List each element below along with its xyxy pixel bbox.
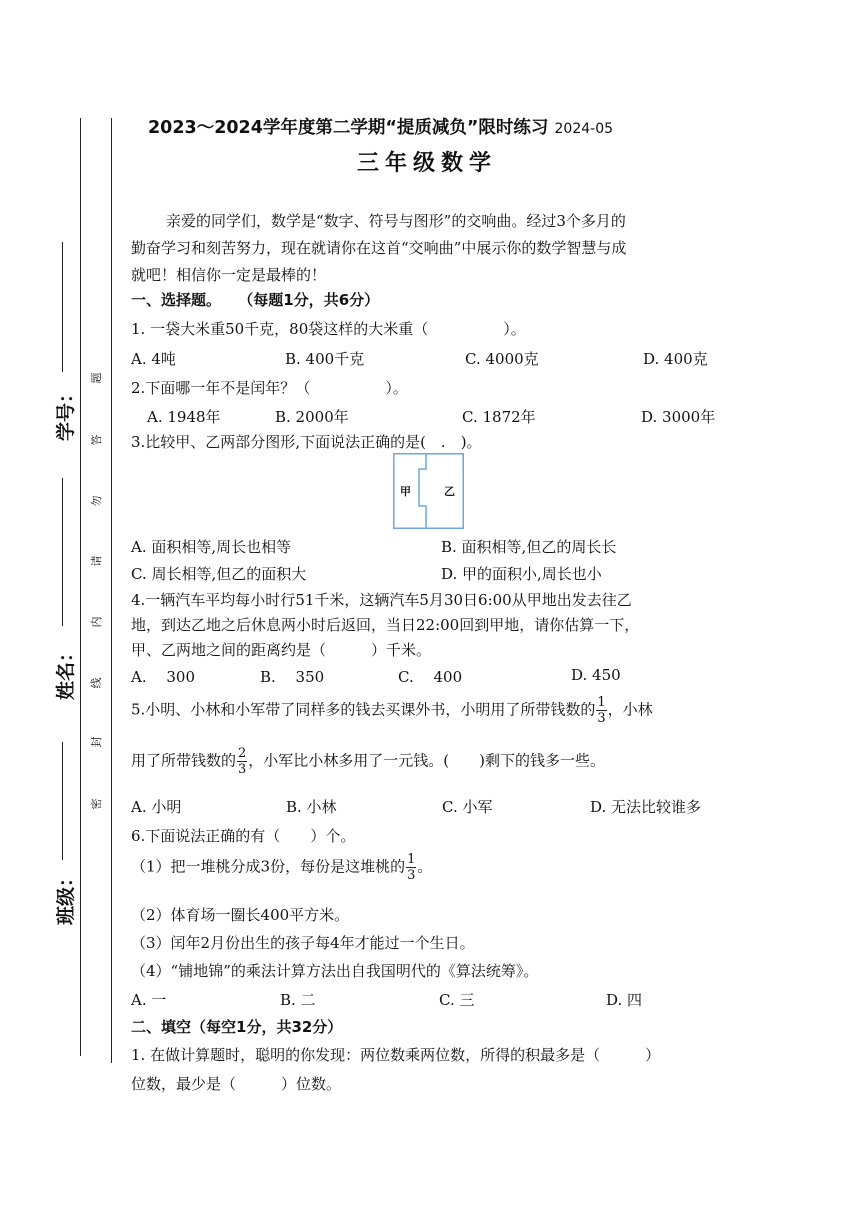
q6-statement-1 bbox=[131, 852, 432, 883]
margin-rule-inner bbox=[111, 118, 112, 1063]
q1-option-a: A. 4吨 bbox=[131, 350, 176, 368]
q6-option-d: D. 四 bbox=[606, 991, 643, 1009]
page-subtitle: 三年级数学 bbox=[357, 151, 498, 176]
fraction-one-third bbox=[406, 852, 416, 883]
section2-heading: 二、填空（每空1分，共32分） bbox=[131, 1018, 343, 1036]
fraction-numerator: 1 bbox=[597, 695, 606, 710]
page-title bbox=[148, 114, 613, 139]
q5-line1-tail: ，小林 bbox=[607, 700, 653, 719]
q3-stem: 3.比较甲、乙两部分图形,下面说法正确的是( . )。 bbox=[131, 433, 482, 451]
q5-line2-text: 用了所带钱数的 bbox=[131, 751, 237, 770]
seal-char: 密 bbox=[90, 798, 103, 810]
student-no-blank bbox=[62, 242, 63, 372]
name-blank bbox=[62, 478, 63, 626]
student-no-label: 学号： bbox=[55, 383, 78, 442]
q6-statement-2: （2）体育场一圈长400平方米。 bbox=[131, 906, 350, 924]
q2-stem: 2.下面哪一年不是闰年？（ ）。 bbox=[131, 379, 408, 397]
q4-option-a: A. 300 bbox=[131, 668, 195, 686]
title-text: 2023～2024学年度第二学期“提质减负”限时练习 bbox=[148, 118, 549, 138]
seal-char: 封 bbox=[90, 736, 103, 748]
q6-option-a: A. 一 bbox=[131, 991, 167, 1009]
seal-char: 勿 bbox=[90, 495, 103, 507]
q3-option-c: C. 周长相等,但乙的面积大 bbox=[131, 565, 307, 583]
q3-option-a: A. 面积相等,周长也相等 bbox=[131, 538, 292, 556]
q2-option-b: B. 2000年 bbox=[275, 408, 349, 426]
figure-label-jia: 甲 bbox=[400, 485, 411, 498]
q6-s1-text: （1）把一堆桃分成3份，每份是这堆桃的 bbox=[131, 857, 406, 876]
q2-option-d: D. 3000年 bbox=[641, 408, 716, 426]
intro-line: 勤奋学习和刻苦努力，现在就请你在这首“交响曲”中展示你的数学智慧与成 bbox=[131, 239, 627, 257]
fraction-denominator: 3 bbox=[407, 868, 416, 883]
q5-line1-text: 5.小明、小林和小军带了同样多的钱去买课外书，小明用了所带钱数的 bbox=[131, 700, 596, 719]
q6-option-b: B. 二 bbox=[280, 991, 316, 1009]
seal-char: 内 bbox=[90, 616, 103, 628]
q4-option-c: C. 400 bbox=[398, 668, 463, 686]
q5-line2 bbox=[131, 746, 605, 777]
q5-line2-tail: ，小军比小林多用了一元钱。( )剩下的钱多一些。 bbox=[248, 751, 606, 770]
fraction-one-third bbox=[596, 695, 606, 726]
seal-char: 题 bbox=[90, 372, 103, 384]
q4-option-d: D. 450 bbox=[571, 666, 621, 684]
q3-option-b: B. 面积相等,但乙的周长长 bbox=[441, 538, 617, 556]
class-blank bbox=[62, 742, 63, 860]
q5-option-c: C. 小军 bbox=[442, 798, 493, 816]
intro-line: 就吧！相信你一定是最棒的！ bbox=[131, 266, 327, 284]
name-label: 姓名： bbox=[55, 642, 78, 701]
q4-line: 甲、乙两地之间的距离约是（ ）千米。 bbox=[131, 641, 432, 659]
fraction-numerator: 2 bbox=[238, 746, 247, 761]
q6-statement-3: （3）闰年2月份出生的孩子每4年才能过一个生日。 bbox=[131, 934, 475, 952]
q1-option-d: D. 400克 bbox=[643, 350, 708, 368]
q1-option-b: B. 400千克 bbox=[285, 350, 365, 368]
q5-option-a: A. 小明 bbox=[131, 798, 182, 816]
q5-line1 bbox=[131, 695, 653, 726]
q6-stem: 6.下面说法正确的有（ ）个。 bbox=[131, 827, 356, 845]
q2-option-a: A. 1948年 bbox=[147, 408, 221, 426]
section1-note: （每题1分，共6分） bbox=[238, 291, 380, 309]
q6-statement-4: （4）“铺地锦”的乘法计算方法出自我国明代的《算法统筹》。 bbox=[131, 962, 539, 980]
seal-char: 请 bbox=[90, 555, 103, 567]
q6-option-c: C. 三 bbox=[439, 991, 475, 1009]
class-label: 班级： bbox=[55, 867, 78, 926]
q1-stem: 1. 一袋大米重50千克，80袋这样的大米重（ ）。 bbox=[131, 320, 526, 338]
figure-label-yi: 乙 bbox=[444, 485, 455, 498]
fraction-numerator: 1 bbox=[407, 852, 416, 867]
q4-option-b: B. 350 bbox=[260, 668, 325, 686]
fraction-two-thirds bbox=[237, 746, 247, 777]
q5-option-b: B. 小林 bbox=[286, 798, 337, 816]
q4-line: 4.一辆汽车平均每小时行51千米，这辆汽车5月30日6:00从甲地出发去往乙 bbox=[131, 591, 632, 609]
margin-rule-outer bbox=[80, 118, 81, 1056]
intro-line: 亲爱的同学们，数学是“数字、符号与图形”的交响曲。经过3个多月的 bbox=[166, 212, 626, 230]
q6-s1-tail: 。 bbox=[417, 857, 433, 876]
s2-q1-line2: 位数，最少是（ ）位数。 bbox=[131, 1075, 342, 1093]
q1-option-c: C. 4000克 bbox=[465, 350, 539, 368]
fraction-denominator: 3 bbox=[238, 762, 247, 777]
section1-heading bbox=[131, 289, 379, 310]
title-date: 2024-05 bbox=[554, 121, 614, 137]
s2-q1-line1: 1. 在做计算题时，聪明的你发现：两位数乘两位数，所得的积最多是（ ） bbox=[131, 1046, 661, 1064]
q5-option-d: D. 无法比较谁多 bbox=[590, 798, 702, 816]
q2-option-c: C. 1872年 bbox=[462, 408, 536, 426]
q3-option-d: D. 甲的面积小,周长也小 bbox=[441, 565, 602, 583]
seal-char: 答 bbox=[90, 434, 103, 446]
q4-line: 地，到达乙地之后休息两小时后返回，当日22:00回到甲地，请你估算一下， bbox=[131, 616, 640, 634]
seal-char: 线 bbox=[90, 677, 103, 689]
section1-title: 一、选择题。 bbox=[131, 291, 222, 309]
fraction-denominator: 3 bbox=[597, 711, 606, 726]
